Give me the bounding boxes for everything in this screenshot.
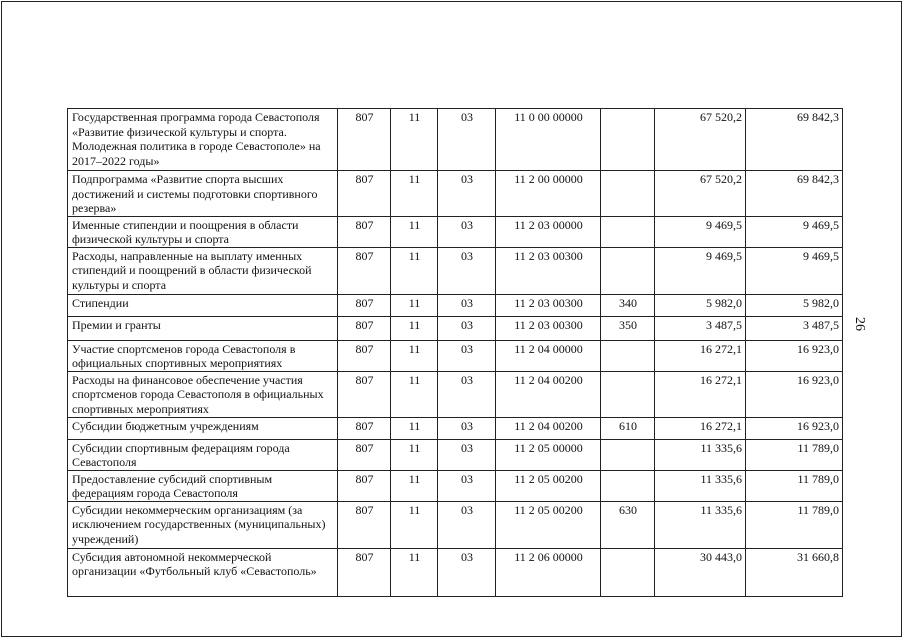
row-subsection: 03 — [438, 340, 496, 371]
row-ved: 807 — [338, 316, 391, 340]
row-section: 11 — [391, 470, 438, 501]
table-row — [68, 340, 843, 371]
row-ved: 807 — [338, 247, 391, 294]
row-ved: 807 — [338, 439, 391, 470]
table-row — [68, 417, 843, 439]
table-row — [68, 439, 843, 470]
row-target-article: 11 2 03 00000 — [496, 216, 601, 247]
row-amount-year1: 9 469,5 — [655, 216, 746, 247]
row-amount-year1: 16 272,1 — [655, 371, 746, 417]
row-subsection: 03 — [438, 216, 496, 247]
row-amount-year1: 11 335,6 — [655, 501, 746, 548]
row-amount-year1: 16 272,1 — [655, 417, 746, 439]
row-expense-type: 350 — [601, 316, 655, 340]
table-row — [68, 247, 843, 294]
row-expense-type — [601, 340, 655, 371]
row-amount-year2: 9 469,5 — [746, 216, 843, 247]
row-ved: 807 — [338, 216, 391, 247]
row-name: Субсидии спортивным федерациям города Севастополя — [68, 439, 338, 470]
row-amount-year1: 30 443,0 — [655, 548, 746, 596]
row-amount-year1: 11 335,6 — [655, 439, 746, 470]
row-name: Государственная программа города Севастополя «Развитие физической культуры и спорта. Молодежная политика в городе Севастополе» на 2017–2022 годы» — [68, 109, 338, 171]
row-amount-year2: 16 923,0 — [746, 340, 843, 371]
row-name: Премии и гранты — [68, 316, 338, 340]
row-ved: 807 — [338, 501, 391, 548]
row-section: 11 — [391, 548, 438, 596]
row-ved: 807 — [338, 294, 391, 316]
row-section: 11 — [391, 417, 438, 439]
row-target-article: 11 2 04 00200 — [496, 371, 601, 417]
row-expense-type: 340 — [601, 294, 655, 316]
row-amount-year2: 5 982,0 — [746, 294, 843, 316]
row-expense-type: 630 — [601, 501, 655, 548]
row-amount-year2: 11 789,0 — [746, 470, 843, 501]
row-amount-year2: 31 660,8 — [746, 548, 843, 596]
row-expense-type — [601, 171, 655, 217]
row-section: 11 — [391, 216, 438, 247]
row-target-article: 11 0 00 00000 — [496, 109, 601, 171]
row-section: 11 — [391, 340, 438, 371]
row-target-article: 11 2 05 00200 — [496, 470, 601, 501]
row-expense-type: 610 — [601, 417, 655, 439]
row-ved: 807 — [338, 470, 391, 501]
row-section: 11 — [391, 501, 438, 548]
table-body — [68, 109, 843, 597]
row-amount-year2: 69 842,3 — [746, 171, 843, 217]
row-subsection: 03 — [438, 548, 496, 596]
row-subsection: 03 — [438, 171, 496, 217]
row-amount-year1: 11 335,6 — [655, 470, 746, 501]
row-name: Участие спортсменов города Севастополя в официальных спортивных мероприятиях — [68, 340, 338, 371]
row-ved: 807 — [338, 109, 391, 171]
row-name: Стипендии — [68, 294, 338, 316]
row-name: Субсидии некоммерческим организациям (за исключением государственных (муниципальных) учреждений) — [68, 501, 338, 548]
row-amount-year1: 3 487,5 — [655, 316, 746, 340]
row-section: 11 — [391, 371, 438, 417]
row-subsection: 03 — [438, 371, 496, 417]
row-subsection: 03 — [438, 294, 496, 316]
row-target-article: 11 2 04 00200 — [496, 417, 601, 439]
row-amount-year2: 11 789,0 — [746, 439, 843, 470]
row-amount-year1: 16 272,1 — [655, 340, 746, 371]
row-name: Предоставление субсидий спортивным федерациям города Севастополя — [68, 470, 338, 501]
table-row — [68, 548, 843, 596]
table-row — [68, 216, 843, 247]
row-ved: 807 — [338, 371, 391, 417]
row-amount-year1: 67 520,2 — [655, 109, 746, 171]
budget-table — [67, 108, 843, 597]
row-target-article: 11 2 04 00000 — [496, 340, 601, 371]
table-row — [68, 501, 843, 548]
row-section: 11 — [391, 247, 438, 294]
row-name: Субсидии бюджетным учреждениям — [68, 417, 338, 439]
row-expense-type — [601, 439, 655, 470]
row-section: 11 — [391, 316, 438, 340]
row-ved: 807 — [338, 340, 391, 371]
table-row — [68, 171, 843, 217]
row-ved: 807 — [338, 417, 391, 439]
table-row — [68, 470, 843, 501]
row-target-article: 11 2 00 00000 — [496, 171, 601, 217]
row-amount-year2: 16 923,0 — [746, 417, 843, 439]
row-target-article: 11 2 05 00000 — [496, 439, 601, 470]
row-name: Расходы, направленные на выплату именных стипендий и поощрений в области физической культуры и спорта — [68, 247, 338, 294]
row-expense-type — [601, 109, 655, 171]
row-section: 11 — [391, 109, 438, 171]
row-subsection: 03 — [438, 417, 496, 439]
row-amount-year2: 69 842,3 — [746, 109, 843, 171]
row-name: Именные стипендии и поощрения в области физической культуры и спорта — [68, 216, 338, 247]
row-expense-type — [601, 470, 655, 501]
row-subsection: 03 — [438, 501, 496, 548]
table-row — [68, 109, 843, 171]
row-amount-year2: 11 789,0 — [746, 501, 843, 548]
row-amount-year1: 67 520,2 — [655, 171, 746, 217]
row-amount-year1: 9 469,5 — [655, 247, 746, 294]
table-row — [68, 371, 843, 417]
row-section: 11 — [391, 439, 438, 470]
row-subsection: 03 — [438, 439, 496, 470]
row-expense-type — [601, 371, 655, 417]
row-name: Подпрограмма «Развитие спорта высших достижений и системы подготовки спортивного резерва» — [68, 171, 338, 217]
row-section: 11 — [391, 294, 438, 316]
row-amount-year1: 5 982,0 — [655, 294, 746, 316]
row-name: Субсидия автономной некоммерческой организации «Футбольный клуб «Севастополь» — [68, 548, 338, 596]
row-subsection: 03 — [438, 316, 496, 340]
row-target-article: 11 2 03 00300 — [496, 247, 601, 294]
row-target-article: 11 2 05 00200 — [496, 501, 601, 548]
table-row — [68, 316, 843, 340]
row-expense-type — [601, 548, 655, 596]
row-subsection: 03 — [438, 109, 496, 171]
row-name: Расходы на финансовое обеспечение участия спортсменов города Севастополя в официальных спортивных мероприятиях — [68, 371, 338, 417]
row-amount-year2: 9 469,5 — [746, 247, 843, 294]
row-target-article: 11 2 03 00300 — [496, 316, 601, 340]
row-expense-type — [601, 247, 655, 294]
row-ved: 807 — [338, 548, 391, 596]
row-subsection: 03 — [438, 470, 496, 501]
row-amount-year2: 16 923,0 — [746, 371, 843, 417]
row-target-article: 11 2 06 00000 — [496, 548, 601, 596]
table-row — [68, 294, 843, 316]
row-subsection: 03 — [438, 247, 496, 294]
row-amount-year2: 3 487,5 — [746, 316, 843, 340]
page-number: 26 — [852, 317, 867, 331]
row-expense-type — [601, 216, 655, 247]
row-section: 11 — [391, 171, 438, 217]
row-target-article: 11 2 03 00300 — [496, 294, 601, 316]
row-ved: 807 — [338, 171, 391, 217]
